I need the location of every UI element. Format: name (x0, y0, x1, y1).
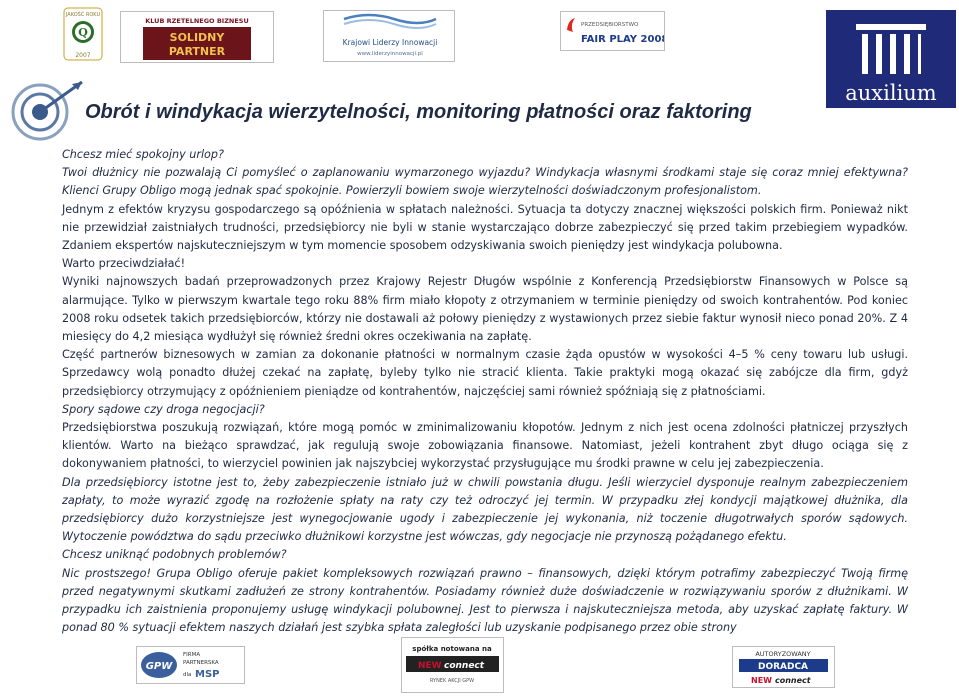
solidny-line1: SOLIDNY (169, 31, 225, 44)
liderzy-url: www.liderzyinnowacji.pl (357, 51, 423, 57)
solidny-line2: PARTNER (168, 45, 226, 58)
gpw-line4: MSP (195, 669, 220, 680)
nc-line1: spółka notowana na (412, 645, 492, 653)
target-arrow-icon (4, 76, 84, 142)
doradca-connect: connect (775, 676, 811, 685)
fair-play-line1: PRZEDSIĘBIORSTWO (581, 22, 639, 28)
paragraph-4: Warto przeciwdziałać! (62, 257, 186, 271)
paragraph-9: Dla przedsiębiorcy istotne jest to, żeby zabezpieczenie istniało już w chwili powstania długu. Jeśli wierzyciel dysponuje realnym zabezpieczeniem zapłaty, to może wyrazić zgodę na rozłożenie spłaty na raty czy też odroczyć jej termin. W przypadku złej kondycji majątkowej dłużnika, dla przedsiębiorcy dużo korzystniejsze jest wynegocjowanie ugody i zabezpieczenie jej wykonania, niż toczenie długotrwałych sporów sądowych. Wytoczenie powództwa do sądu przeciwko dłużnikowi korzystne jest wówczas, gdy negocjacje nie przynoszą pożądanego efektu. (62, 475, 908, 544)
seal-year: 2007 (75, 52, 91, 59)
gpw-line1: FIRMA (183, 652, 201, 658)
liderzy-name: Krajowi Liderzy Innowacji (342, 38, 438, 47)
liderzy-innowacji-logo (323, 10, 455, 62)
doradca-line1: AUTORYZOWANY (755, 650, 811, 658)
seal-arc-text: JAKOŚĆ ROKU (65, 12, 101, 18)
paragraph-8: Przedsiębiorstwa poszukują rozwiązań, które mogą pomóc w zminimalizowaniu kłopotów. Jednym z nich jest ocena zdolności płatniczej przyszłych klientów. Warto na bieżąco sprawdzać, jak regulują swoje zobowiązania finansowe. Natomiast, jeżeli kontrahent zbyt długo ociąga się z dokonywaniem płatności, to wierzyciel powinien jak najszybciej wykorzystać przysługujące mu środki prawne w celu jej zabezpieczenia. (62, 421, 908, 471)
doradca-new: NEW (751, 676, 772, 685)
jakosc-roku-seal-logo (62, 6, 104, 62)
gpw-line3: dla (183, 672, 192, 678)
paragraph-1: Chcesz mieć spokojny urlop? (62, 148, 224, 161)
paragraph-2: Twoi dłużnicy nie pozwalają Ci pomyśleć o zaplanowaniu wymarzonego wyjazdu? Windykacja własnymi środkami staje się coraz mniej efektywna? Klienci Grupy Obligo mogą jednak spać spokojnie. Powierzyli bowiem swoje wierzytelności doświadczonym profesjonalistom. (62, 166, 908, 198)
page-title: Obrót i windykacja wierzytelności, monitoring płatności oraz faktoring (85, 101, 752, 123)
solidny-top-text: KLUB RZETELNEGO BIZNESU (145, 17, 249, 25)
gpw-partner-logo (136, 646, 245, 684)
gpw-line2: PARTNERSKA (183, 660, 219, 666)
paragraph-6: Część partnerów biznesowych w zamian za dokonanie płatności w normalnym czasie żąda opustów w wysokości 4–5 % ceny towaru lub usługi. Sprzedawcy wolą ponadto dłużej czekać na zapłatę, byleby tylko nie stracić klienta. Takie praktyki mogą okazać się zabójcze dla firm, gdyż przedsiębiorcy otrzymujący z opóźnieniem pieniądze od kontrahentów, najczęściej sami również spóźniają się z płatnościami. (62, 348, 908, 398)
doradca-brand: DORADCA (757, 662, 809, 672)
nc-line3: RYNEK AKCJI GPW (429, 678, 475, 684)
auxilium-columns-icon (856, 24, 926, 74)
auxilium-logo (826, 10, 956, 108)
auxilium-name: auxilium (845, 81, 937, 105)
gpw-mark: GPW (145, 661, 173, 672)
paragraph-5: Wyniki najnowszych badań przeprowadzonych przez Krajowy Rejestr Długów wspólnie z Konferencją Przedsiębiorstw Finansowych w Polsce są alarmujące. Tylko w pierwszym kwartale tego roku 88% firm miało kłopoty z otrzymaniem w terminie pieniędzy od swoich kontrahentów. Pod koniec 2008 roku odsetek takich przedsiębiorców, którzy nie dostawali aż połowy pieniędzy z wystawionych przez siebie faktur wynosił nieco ponad 20%. Z 4 miesięcy do 4,2 miesiąca wydłużył się również średni okres oczekiwania na zapłatę. (62, 275, 908, 344)
paragraph-10: Chcesz uniknąć podobnych problemów? (62, 548, 287, 562)
nc-brand-new: NEW (418, 661, 442, 671)
wave-icon (344, 15, 436, 28)
fair-play-line2: FAIR PLAY 2008 (581, 34, 664, 45)
new-connect-logo (401, 637, 504, 693)
nc-brand-connect: connect (444, 661, 485, 671)
fair-play-swoosh-icon (567, 18, 575, 32)
fair-play-logo (560, 11, 665, 51)
paragraph-3: Jednym z efektów kryzysu gospodarczego są opóźnienia w spłatach należności. Sytuacja ta dotyczy znacznej większości polskich firm. Ponieważ nikt nie przewidział zaistniałych trudności, przedsiębiorcy nie byli w stanie wystarczająco dobrze zabezpieczyć się przed takim przebiegiem wypadków. Zdaniem ekspertów najskuteczniejszym w tym momencie sposobem odzyskiwania swoich pieniędzy jest windykacja polubowna. (62, 202, 908, 253)
solidny-partner-logo (120, 11, 274, 63)
autoryzowany-doradca-logo (732, 646, 835, 688)
paragraph-11: Nic prostszego! Grupa Obligo oferuje pakiet kompleksowych rozwiązań prawno – finansowych, dzięki którym potrafimy zabezpieczyć Twoją firmę przed negatywnymi skutkami zadłużeń ze strony kontrahentów. Posiadamy również duże doświadczenie w rozwiązywaniu sporów z dłużnikami. W przypadku ich zaistnienia proponujemy usługę windykacji polubownej. Jest to pierwsza i najskuteczniejsza metoda, aby uzyskać zapłatę faktury. W ponad 80 % sytuacji efektem naszych działań jest szybka spłata zaległości lub uzyskanie podpisanego przez obie strony (62, 566, 908, 635)
seal-letter: Q (78, 26, 88, 39)
article-body (62, 146, 908, 637)
paragraph-7: Spory sądowe czy droga negocjacji? (62, 402, 265, 416)
